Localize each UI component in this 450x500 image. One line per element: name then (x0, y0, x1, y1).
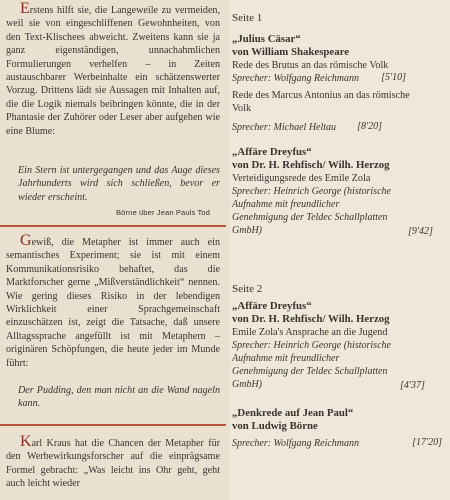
drop-cap: G (20, 232, 32, 249)
work-author: von Dr. H. Rehfisch/ Wilh. Herzog (232, 159, 390, 171)
quote-attribution: Börne über Jean Pauls Tod (116, 208, 210, 217)
paragraph-text: ewiß, die Metapher ist immer auch ein semantisches Experiment; sie ist mit einem Kommunikationsrisiko behaftet, das die Marktforscher gerne „Mißverständlichkeit“ nennen. Wie gering dieses Risiko in der lebendigen Wirklichkeit einer Sprachgemeinschaft einzuschätzen ist, zeigt die Tatsache, daß unsere Alltagssprache angefüllt ist mit Metaphern – originären Schöpfungen, die heute jeder im Munde führt: (6, 237, 220, 369)
track-duration: [17'20] (412, 437, 442, 448)
paragraph-2 (6, 232, 220, 370)
track-entry (232, 33, 446, 134)
work-author: von Ludwig Börne (232, 420, 318, 432)
quote-block: Ein Stern ist untergegangen und das Auge dieses Jahrhunderts wird sich schließen, bevor er wieder erscheint. (18, 165, 220, 203)
track-title: Rede des Marcus Antonius an das römische Volk (232, 90, 410, 114)
speaker-credit: Sprecher: Wolfgang Reichmann (232, 438, 360, 449)
track-duration: [9'42] (408, 226, 433, 237)
paragraph-text: arl Kraus hat die Chancen der Metapher für den Werbewirkungsforscher auf die einprägsame Formel gebracht: „Was leicht ins Ohr geht, geht auch leicht wieder (6, 438, 220, 490)
track-entry (232, 146, 446, 237)
work-author: von William Shakespeare (232, 46, 349, 58)
track-duration: [5'10] (381, 72, 406, 83)
track-title: Emile Zola's Ansprache an die Jugend (232, 327, 388, 338)
speaker-credit: Sprecher: Heinrich George (historische Aufnahme mit freundlicher Genehmigung der Teldec Schallplatten GmbH) (232, 186, 391, 236)
track-entry (232, 300, 446, 391)
section-divider (0, 424, 226, 426)
work-title: „Affäre Dreyfus“ (232, 146, 312, 158)
work-title: „Julius Cäsar“ (232, 33, 301, 45)
speaker-credit: Sprecher: Heinrich George (historische Aufnahme mit freundlicher Genehmigung der Teldec Schallplatten GmbH) (232, 340, 391, 390)
track-duration: [4'37] (400, 380, 425, 391)
speaker-credit: Sprecher: Wolfgang Reichmann (232, 73, 360, 84)
track-duration: [8'20] (357, 121, 382, 132)
work-title: „Affäre Dreyfus“ (232, 300, 312, 312)
drop-cap: E (20, 0, 30, 17)
track-entry (232, 407, 446, 450)
quote-block: Der Pudding, den man nicht an die Wand nageln kann. (18, 385, 220, 410)
drop-cap: K (20, 433, 32, 450)
section-divider (0, 225, 226, 227)
paragraph-3 (6, 433, 220, 491)
speaker-credit: Sprecher: Michael Heltau (232, 122, 337, 133)
track-title: Verteidigungsrede des Emile Zola (232, 173, 371, 184)
side-heading: Seite 1 (232, 12, 263, 24)
paragraph-1 (6, 0, 220, 138)
track-title: Rede des Brutus an das römische Volk (232, 60, 389, 71)
work-author: von Dr. H. Rehfisch/ Wilh. Herzog (232, 313, 390, 325)
side-heading: Seite 2 (232, 283, 263, 295)
work-title: „Denkrede auf Jean Paul“ (232, 407, 354, 419)
paragraph-text: rstens hilft sie, die Langeweile zu vermeiden, weil sie von eingeschliffenen Gewohnheiten, von den Text-Klischees abweicht. Zweitens kann sie ja ganz eigenständigen, unnachahmlichen Formulierungen verhelfen – in Zeiten austauschbarer Werbeinhalte ein schätzenswerter Vorzug. Drittens lädt sie Aussagen mit Inhalten auf, die die Logik niemals beibringen könnte, die in der Phantasie der Zuhörer oder Leser aber aufgehen wie eine Blume: (6, 5, 220, 137)
